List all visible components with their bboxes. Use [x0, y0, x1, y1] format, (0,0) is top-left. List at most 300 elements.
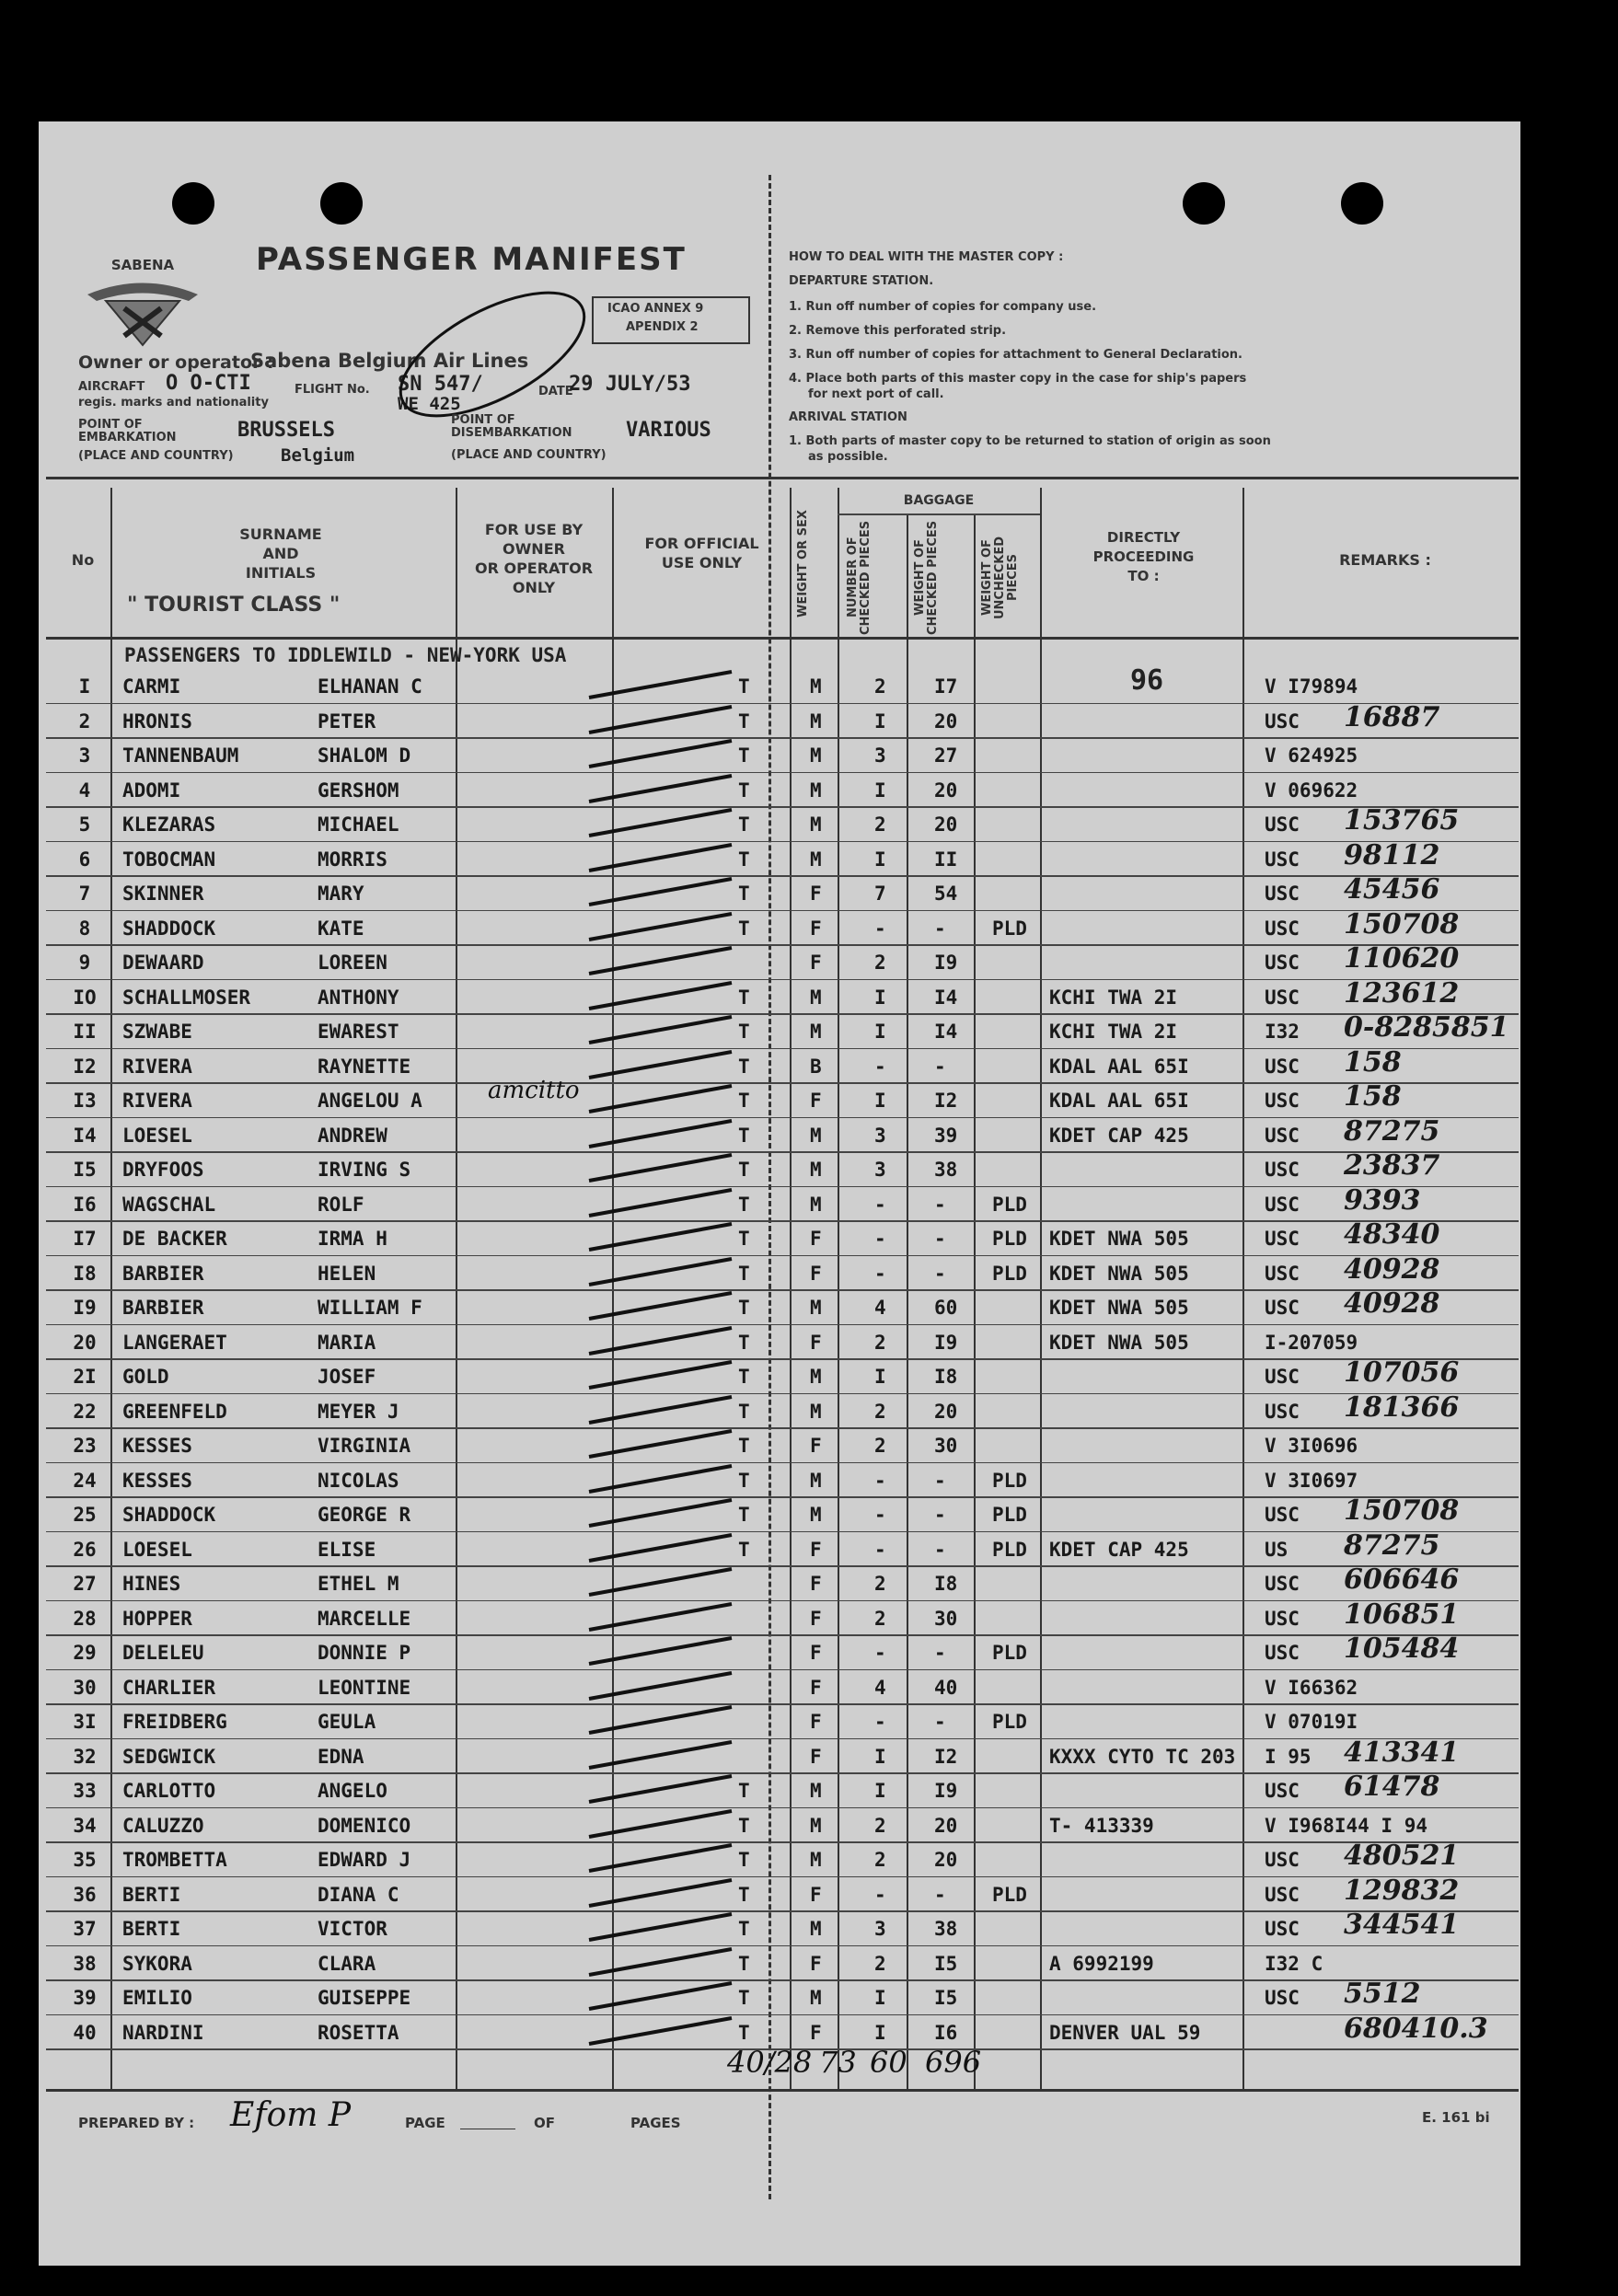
row-surname: SZWABE [122, 1021, 192, 1043]
row-given-names: DIANA C [318, 1883, 399, 1906]
row-official-mark: T [738, 1297, 750, 1319]
row-remarks: USC [1265, 1883, 1300, 1906]
row-checked-weight: 40 [934, 1676, 958, 1699]
row-official-mark: T [738, 1435, 750, 1457]
row-checked-pieces: 3 [874, 744, 886, 767]
row-given-names: WILLIAM F [318, 1297, 422, 1319]
row-remarks-handwritten: 98112 [1344, 838, 1440, 871]
row-checked-pieces: I [874, 1745, 886, 1768]
row-sex: M [810, 1780, 822, 1802]
row-checked-pieces: 2 [874, 952, 886, 974]
row-given-names: GUISEPPE [318, 1987, 411, 2009]
row-sex: F [810, 1331, 822, 1354]
row-official-mark: T [738, 1987, 750, 2009]
row-checked-pieces: 4 [874, 1297, 886, 1319]
row-number: 30 [73, 1676, 97, 1699]
row-number: 40 [73, 2021, 97, 2044]
table-row [0, 1978, 1482, 2015]
row-number: 23 [73, 1435, 97, 1457]
row-official-mark: T [738, 1469, 750, 1492]
row-given-names: ANGELOU A [318, 1090, 422, 1112]
row-remarks: USC [1265, 1400, 1300, 1423]
check-mark-icon [571, 1080, 736, 1117]
row-given-names: HELEN [318, 1262, 376, 1285]
row-sex: F [810, 1573, 822, 1595]
instructions-arrival: ARRIVAL STATION [789, 410, 907, 424]
row-unchecked: PLD [992, 1642, 1027, 1664]
row-number: 2 [78, 710, 91, 733]
col-header-no: No [71, 551, 95, 569]
row-remarks-handwritten: 150708 [1344, 1494, 1460, 1527]
row-remarks: V 624925 [1265, 744, 1358, 767]
row-checked-pieces: I [874, 1366, 886, 1388]
row-given-names: EWAREST [318, 1021, 399, 1043]
manifest-title: PASSENGER MANIFEST [256, 241, 687, 278]
footer-prepared-by: PREPARED BY : [78, 2115, 195, 2131]
row-checked-weight: - [934, 1228, 946, 1250]
row-checked-weight: 20 [934, 779, 958, 802]
row-sex: F [810, 1745, 822, 1768]
table-row [0, 907, 1482, 946]
row-remarks: USC [1265, 883, 1300, 905]
row-sex: M [810, 675, 822, 698]
row-remarks-handwritten: 40928 [1344, 1287, 1440, 1320]
table-row [0, 1563, 1482, 1601]
row-remarks-handwritten: 45456 [1344, 873, 1440, 906]
check-mark-icon [571, 1875, 736, 1911]
row-checked-weight: I7 [934, 675, 958, 698]
row-sex: M [810, 1504, 822, 1526]
row-proceeding: KDET CAP 425 [1049, 1538, 1189, 1561]
row-sex: M [810, 1469, 822, 1492]
row-checked-weight: I4 [934, 1021, 958, 1043]
row-checked-weight: 20 [934, 1849, 958, 1871]
row-checked-weight: - [934, 1504, 946, 1526]
row-remarks: I32 [1265, 1021, 1300, 1043]
row-sex: M [810, 710, 822, 733]
check-mark-icon [571, 1253, 736, 1290]
row-remarks-handwritten: 23837 [1344, 1149, 1440, 1182]
row-number: I4 [73, 1124, 97, 1147]
check-mark-icon [571, 770, 736, 807]
row-given-names: VIRGINIA [318, 1435, 411, 1457]
row-unchecked: PLD [992, 1193, 1027, 1216]
table-row [0, 1809, 1482, 1843]
col-header-proceeding-2: PROCEEDING [1092, 548, 1195, 565]
row-checked-weight: - [934, 1711, 946, 1733]
row-checked-pieces: - [874, 1538, 886, 1561]
flight-label: FLIGHT No. [295, 383, 370, 397]
row-checked-pieces: 2 [874, 1435, 886, 1457]
totals-pieces: 73 [819, 2045, 857, 2080]
instructions-step-2: 2. Remove this perforated strip. [789, 324, 1007, 338]
row-checked-weight: 39 [934, 1124, 958, 1147]
instructions-departure: DEPARTURE STATION. [789, 274, 934, 288]
row-surname: HOPPER [122, 1607, 192, 1630]
row-checked-pieces: - [874, 1504, 886, 1526]
table-row [0, 1356, 1482, 1394]
check-mark-icon [571, 1115, 736, 1152]
row-remarks: USC [1265, 710, 1300, 733]
row-checked-pieces: 2 [874, 813, 886, 836]
row-remarks-handwritten: 150708 [1344, 907, 1460, 940]
row-official-mark: T [738, 1262, 750, 1285]
row-given-names: ELISE [318, 1538, 376, 1561]
row-remarks-handwritten: 123612 [1344, 976, 1460, 1010]
row-sex: M [810, 1918, 822, 1940]
row-sex: M [810, 1124, 822, 1147]
footer-of: OF [534, 2115, 555, 2131]
row-number: 8 [78, 917, 91, 940]
punch-hole [320, 182, 363, 225]
row-official-mark: T [738, 1055, 750, 1078]
row-checked-pieces: 2 [874, 1952, 886, 1975]
col-header-surname-1: SURNAME [239, 525, 322, 543]
row-given-names: MORRIS [318, 848, 387, 871]
table-row [0, 1529, 1482, 1567]
table-row [0, 1149, 1482, 1187]
row-given-names: VICTOR [318, 1918, 387, 1940]
row-official-mark: T [738, 744, 750, 767]
row-checked-pieces: 3 [874, 1159, 886, 1181]
row-remarks: USC [1265, 1297, 1300, 1319]
row-checked-weight: I2 [934, 1745, 958, 1768]
row-official-mark: T [738, 710, 750, 733]
col-header-proceeding-3: TO : [1127, 568, 1160, 584]
aircraft-sub: regis. marks and nationality [78, 396, 269, 410]
row-remarks: USC [1265, 1262, 1300, 1285]
row-given-names: CLARA [318, 1952, 376, 1975]
row-checked-weight: 20 [934, 1400, 958, 1423]
row-official-mark: T [738, 1780, 750, 1802]
row-remarks: V 3I0697 [1265, 1469, 1358, 1492]
row-given-names: MICHAEL [318, 813, 399, 836]
col-header-weight-unchecked: WEIGHT OF UNCHECKED PIECES [980, 536, 1020, 619]
row-given-names: JOSEF [318, 1366, 376, 1388]
header-bottom-rule [46, 637, 1519, 640]
disembark-label: POINT OF DISEMBARKATION [451, 413, 572, 440]
row-surname: BERTI [122, 1883, 181, 1906]
aircraft-value: O O-CTI [166, 372, 251, 395]
row-remarks: USC [1265, 1055, 1300, 1078]
table-row [0, 1705, 1482, 1739]
row-surname: TOBOCMAN [122, 848, 216, 871]
row-number: 36 [73, 1883, 97, 1906]
row-surname: DRYFOOS [122, 1159, 204, 1181]
row-sex: M [810, 1849, 822, 1871]
row-proceeding: KCHI TWA 2I [1049, 986, 1178, 1009]
row-unchecked: PLD [992, 917, 1027, 940]
row-remarks: I32 C [1265, 1952, 1323, 1975]
check-mark-icon [571, 1046, 736, 1083]
row-surname: DE BACKER [122, 1228, 227, 1250]
col-header-surname-3: INITIALS [245, 564, 317, 582]
table-row [0, 1633, 1482, 1670]
check-mark-icon [571, 1978, 736, 2014]
row-sex: F [810, 1607, 822, 1630]
row-checked-weight: 30 [934, 1607, 958, 1630]
row-remarks-handwritten: 61478 [1344, 1771, 1440, 1803]
row-remarks-handwritten: 106851 [1344, 1598, 1460, 1631]
row-number: 29 [73, 1642, 97, 1664]
check-mark-icon [571, 1598, 736, 1635]
row-given-names: ANDREW [318, 1124, 387, 1147]
row-sex: M [810, 1366, 822, 1388]
row-number: 33 [73, 1780, 97, 1802]
row-surname: BARBIER [122, 1297, 204, 1319]
row-surname: CALUZZO [122, 1814, 204, 1837]
row-number: 3I [73, 1711, 97, 1733]
row-given-names: ROLF [318, 1193, 364, 1216]
row-remarks-handwritten: 40928 [1344, 1252, 1440, 1286]
row-unchecked: PLD [992, 1711, 1027, 1733]
totals-rule [46, 2089, 1519, 2092]
row-checked-pieces: I [874, 1780, 886, 1802]
instructions-step-4b: for next port of call. [808, 387, 944, 401]
row-checked-weight: - [934, 1055, 946, 1078]
row-official-mark: T [738, 1193, 750, 1216]
row-number: 25 [73, 1504, 97, 1526]
row-remarks: USC [1265, 917, 1300, 940]
row-sex: M [810, 1814, 822, 1837]
row-number: 32 [73, 1745, 97, 1768]
col-header-official-2: USE ONLY [661, 554, 743, 571]
row-unchecked: PLD [992, 1469, 1027, 1492]
col-header-official [617, 534, 787, 572]
row-remarks: USC [1265, 1124, 1300, 1147]
row-remarks-handwritten: 110620 [1344, 942, 1460, 975]
row-official-mark: T [738, 1504, 750, 1526]
row-checked-pieces: 2 [874, 1607, 886, 1630]
instructions-step-4: 4. Place both parts of this master copy in the case for ship's papers [789, 372, 1247, 386]
table-row [0, 1114, 1482, 1153]
row-sex: M [810, 1987, 822, 2009]
table-row [0, 942, 1482, 980]
row-sex: F [810, 1435, 822, 1457]
row-surname: CARMI [122, 675, 181, 698]
table-row [0, 1909, 1482, 1946]
row-checked-weight: II [934, 848, 958, 871]
row-sex: M [810, 1297, 822, 1319]
row-number: 28 [73, 1607, 97, 1630]
embark-country: Belgium [281, 445, 355, 466]
row-official-mark: T [738, 1021, 750, 1043]
check-mark-icon [571, 1460, 736, 1497]
row-remarks-handwritten: 5512 [1344, 1978, 1421, 2010]
row-checked-pieces: I [874, 1987, 886, 2009]
row-remarks-handwritten: 87275 [1344, 1114, 1440, 1148]
row-number: 39 [73, 1987, 97, 2009]
row-given-names: PETER [318, 710, 376, 733]
row-number: 4 [78, 779, 91, 802]
table-row [0, 1080, 1482, 1118]
check-mark-icon [571, 1909, 736, 1945]
row-sex: B [810, 1055, 822, 1078]
row-surname: BARBIER [122, 1262, 204, 1285]
row-proceeding: KDAL AAL 65I [1049, 1055, 1189, 1078]
row-surname: SKINNER [122, 883, 204, 905]
row-number: 34 [73, 1814, 97, 1837]
row-surname: CARLOTTO [122, 1780, 216, 1802]
table-row [0, 1598, 1482, 1636]
footer-signature: Efom P [230, 2096, 352, 2134]
icao-line-1: ICAO ANNEX 9 [607, 302, 704, 316]
table-row [0, 1045, 1482, 1084]
check-mark-icon [571, 1322, 736, 1359]
col-header-owner-4: ONLY [512, 579, 556, 596]
row-given-names: EDWARD J [318, 1849, 411, 1871]
row-given-names: RAYNETTE [318, 1055, 411, 1078]
row-checked-pieces: - [874, 1883, 886, 1906]
row-sex: M [810, 744, 822, 767]
row-surname: EMILIO [122, 1987, 192, 2009]
row-unchecked: PLD [992, 1883, 1027, 1906]
row-surname: SHADDOCK [122, 917, 216, 940]
row-given-names: EDNA [318, 1745, 364, 1768]
table-row [0, 1429, 1482, 1463]
check-mark-icon [571, 839, 736, 876]
row-checked-pieces: - [874, 1262, 886, 1285]
row-proceeding: KDET NWA 505 [1049, 1228, 1189, 1250]
row-checked-weight: 27 [934, 744, 958, 767]
row-given-names: ELHANAN C [318, 675, 422, 698]
row-remarks-handwritten: 129832 [1344, 1874, 1460, 1907]
table-row [0, 1011, 1509, 1049]
totals-handwritten: 40/28 [727, 2045, 813, 2080]
row-checked-weight: 38 [934, 1918, 958, 1940]
row-remarks: USC [1265, 1780, 1300, 1802]
row-given-names: MARIA [318, 1331, 376, 1354]
row-number: I [78, 675, 91, 698]
owner-note: amcitto [488, 1077, 580, 1104]
row-sex: M [810, 779, 822, 802]
row-remarks: USC [1265, 986, 1300, 1009]
footer-page: PAGE [405, 2115, 445, 2131]
col-header-proceeding [1049, 528, 1238, 586]
row-official-mark: T [738, 1124, 750, 1147]
check-mark-icon [571, 1149, 736, 1186]
row-given-names: GEORGE R [318, 1504, 411, 1526]
row-checked-pieces: - [874, 917, 886, 940]
table-row [0, 1736, 1482, 1774]
row-official-mark: T [738, 1849, 750, 1871]
row-surname: LOESEL [122, 1538, 192, 1561]
row-number: 6 [78, 848, 91, 871]
row-official-mark: T [738, 675, 750, 698]
row-remarks: V 07019I [1265, 1711, 1358, 1733]
row-surname: DELELEU [122, 1642, 204, 1664]
row-remarks: USC [1265, 1849, 1300, 1871]
row-checked-pieces: 2 [874, 1400, 886, 1423]
check-mark-icon [571, 1736, 736, 1773]
disembark-sub: (PLACE AND COUNTRY) [451, 448, 607, 462]
row-checked-pieces: I [874, 779, 886, 802]
col-header-owner-1: FOR USE BY [484, 521, 584, 538]
table-row [0, 774, 1482, 808]
check-mark-icon [571, 1218, 736, 1255]
row-checked-weight: 20 [934, 1814, 958, 1837]
check-mark-icon [571, 942, 736, 979]
row-remarks: USC [1265, 1228, 1300, 1250]
row-remarks: USC [1265, 1366, 1300, 1388]
row-checked-pieces: - [874, 1469, 886, 1492]
row-remarks: USC [1265, 1918, 1300, 1940]
table-row [0, 976, 1482, 1015]
table-row [0, 838, 1482, 877]
row-remarks: V I79894 [1265, 675, 1358, 698]
row-surname: SEDGWICK [122, 1745, 216, 1768]
row-number: 37 [73, 1918, 97, 1940]
instructions-title: HOW TO DEAL WITH THE MASTER COPY : [789, 250, 1064, 264]
row-surname: KLEZARAS [122, 813, 216, 836]
check-mark-icon [571, 1011, 736, 1048]
row-checked-weight: I9 [934, 1780, 958, 1802]
row-sex: M [810, 1159, 822, 1181]
row-checked-pieces: I [874, 2021, 886, 2044]
table-row [0, 1874, 1482, 1912]
row-checked-weight: 30 [934, 1435, 958, 1457]
check-mark-icon [571, 735, 736, 772]
check-mark-icon [571, 1287, 736, 1324]
row-sex: F [810, 1711, 822, 1733]
row-sex: M [810, 986, 822, 1009]
check-mark-icon [571, 1494, 736, 1531]
col-header-remarks: REMARKS : [1339, 551, 1431, 569]
row-proceeding: KDET NWA 505 [1049, 1262, 1189, 1285]
row-sex: F [810, 1090, 822, 1112]
row-surname: TANNENBAUM [122, 744, 239, 767]
row-proceeding: KDET CAP 425 [1049, 1124, 1189, 1147]
embark-value: BRUSSELS [237, 419, 335, 442]
check-mark-icon [571, 873, 736, 910]
row-surname: GREENFELD [122, 1400, 227, 1423]
row-surname: NARDINI [122, 2021, 204, 2044]
table-top-rule [46, 477, 1519, 479]
row-checked-pieces: 2 [874, 1849, 886, 1871]
table-row [0, 1840, 1482, 1877]
row-surname: GOLD [122, 1366, 169, 1388]
row-checked-pieces: 4 [874, 1676, 886, 1699]
row-given-names: DOMENICO [318, 1814, 411, 1837]
row-official-mark: T [738, 1331, 750, 1354]
row-surname: WAGSCHAL [122, 1193, 216, 1216]
check-mark-icon [571, 701, 736, 738]
row-surname: RIVERA [122, 1055, 192, 1078]
row-checked-weight: I2 [934, 1090, 958, 1112]
table-row [0, 670, 1482, 704]
row-checked-pieces: - [874, 1055, 886, 1078]
row-proceeding: T- 413339 [1049, 1814, 1154, 1837]
row-sex: M [810, 813, 822, 836]
row-number: I8 [73, 1262, 97, 1285]
row-surname: TROMBETTA [122, 1849, 227, 1871]
row-official-mark: T [738, 1228, 750, 1250]
table-row [0, 1390, 1482, 1429]
row-sex: F [810, 1642, 822, 1664]
col-header-owner-2: OWNER [503, 540, 565, 558]
row-given-names: ANGELO [318, 1780, 387, 1802]
row-surname: SHADDOCK [122, 1504, 216, 1526]
check-mark-icon [571, 1771, 736, 1807]
row-number: IO [73, 986, 97, 1009]
row-proceeding: DENVER UAL 59 [1049, 2021, 1201, 2044]
row-number: 5 [78, 813, 91, 836]
row-number: II [73, 1021, 97, 1043]
row-given-names: LEONTINE [318, 1676, 411, 1699]
row-checked-pieces: 7 [874, 883, 886, 905]
row-surname: LOESEL [122, 1124, 192, 1147]
row-checked-weight: 20 [934, 710, 958, 733]
